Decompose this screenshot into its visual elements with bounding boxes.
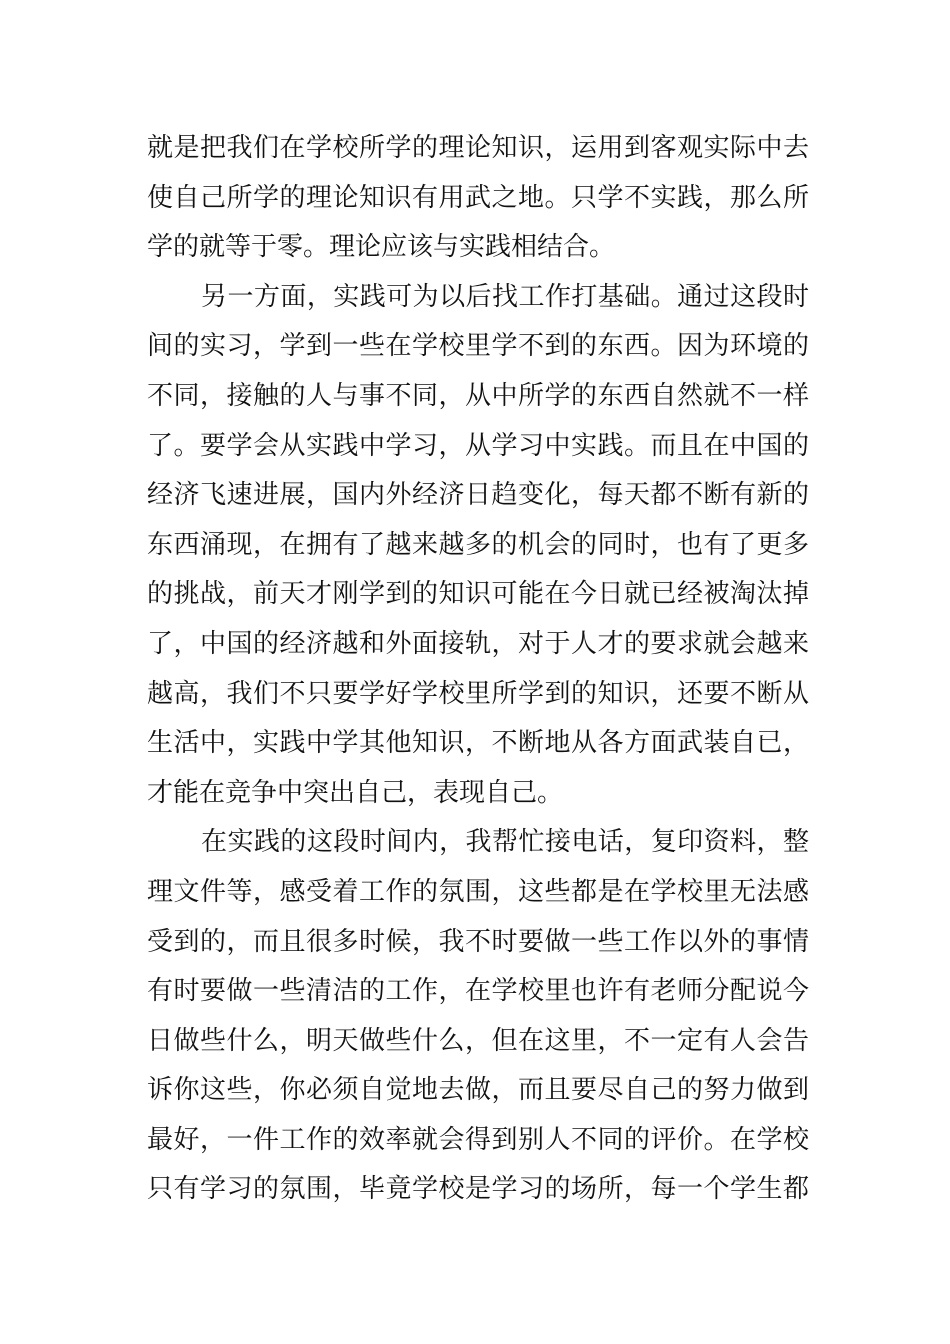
- text-line: 受到的，而且很多时候，我不时要做一些工作以外的事情: [147, 926, 809, 957]
- text-line: 的挑战，前天才刚学到的知识可能在今日就已经被淘汰掉: [147, 579, 809, 610]
- text-line: 生活中，实践中学其他知识，不断地从各方面武装自已，: [147, 728, 809, 759]
- text-line: 越高，我们不只要学好学校里所学到的知识，还要不断从: [147, 678, 809, 709]
- text-line: 在实践的这段时间内，我帮忙接电话，复印资料，整: [201, 827, 809, 858]
- text-line: 学的就等于零。理论应该与实践相结合。: [147, 232, 616, 263]
- text-line: 只有学习的氛围，毕竟学校是学习的场所，每一个学生都: [147, 1174, 809, 1205]
- text-line: 经济飞速进展，国内外经济日趋变化，每天都不断有新的: [147, 480, 809, 511]
- text-line: 间的实习，学到一些在学校里学不到的东西。因为环境的: [147, 331, 809, 362]
- text-line: 最好，一件工作的效率就会得到别人不同的评价。在学校: [147, 1124, 809, 1155]
- text-line: 使自己所学的理论知识有用武之地。只学不实践，那么所: [147, 182, 809, 213]
- body-text: [147, 124, 809, 1215]
- text-line: 了。要学会从实践中学习，从学习中实践。而且在中国的: [147, 430, 809, 461]
- paragraph-2: [147, 273, 809, 819]
- text-line: 就是把我们在学校所学的理论知识，运用到客观实际中去: [147, 133, 809, 163]
- paragraph-3: [147, 818, 809, 1215]
- paragraph-1: [147, 124, 809, 273]
- text-line: 另一方面，实践可为以后找工作打基础。通过这段时: [201, 281, 809, 312]
- text-line: 理文件等，感受着工作的氛围，这些都是在学校里无法感: [147, 876, 809, 907]
- text-line: 了，中国的经济越和外面接轨，对于人才的要求就会越来: [147, 628, 809, 659]
- text-line: 日做些什么，明天做些什么，但在这里，不一定有人会告: [147, 1025, 809, 1056]
- text-line: 不同，接触的人与事不同，从中所学的东西自然就不一样: [147, 380, 809, 411]
- text-line: 才能在竞争中突出自己，表现自己。: [147, 777, 564, 808]
- text-line: 东西涌现，在拥有了越来越多的机会的同时，也有了更多: [147, 529, 809, 560]
- text-line: 诉你这些，你必须自觉地去做，而且要尽自己的努力做到: [147, 1075, 809, 1106]
- text-line: 有时要做一些清洁的工作，在学校里也许有老师分配说今: [147, 976, 809, 1007]
